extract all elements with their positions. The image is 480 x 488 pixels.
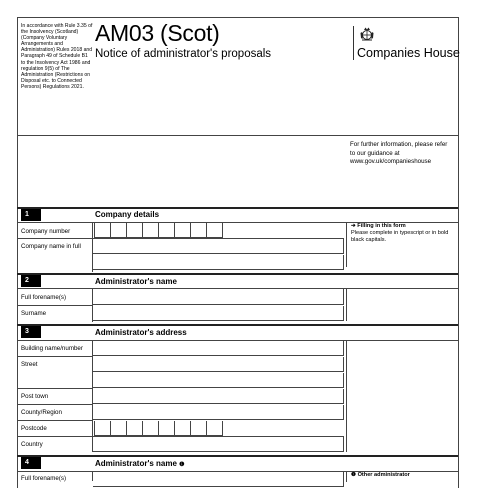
- street-label: Street: [21, 361, 38, 368]
- section-2-title: Administrator's name: [95, 277, 177, 286]
- street-input-line2[interactable]: [93, 373, 344, 388]
- company-name-input-line2[interactable]: [93, 255, 344, 270]
- county-input[interactable]: [93, 405, 344, 420]
- guidance-other-administrator: [346, 472, 456, 482]
- section-2-rule: [17, 273, 458, 275]
- company-name-input-line1[interactable]: [93, 239, 344, 254]
- full-forenames-label-4: Full forename(s): [21, 475, 67, 482]
- guidance-filling-form: [346, 223, 456, 267]
- section-1-number: 1: [21, 209, 41, 221]
- country-input[interactable]: [93, 437, 344, 452]
- post-town-input[interactable]: [93, 389, 344, 404]
- section-1-title: Company details: [95, 210, 160, 219]
- section-3-side-divider: [346, 340, 347, 452]
- section-4-title: Administrator's name ❶: [95, 459, 185, 468]
- row-line: [17, 388, 92, 389]
- form-title: Notice of administrator's proposals: [95, 48, 272, 60]
- street-input-line1[interactable]: [93, 357, 344, 372]
- guidance-title: ➔ Filling in this form: [351, 223, 406, 229]
- company-number-label: Company number: [21, 228, 71, 235]
- row-line: [17, 420, 92, 421]
- county-label: County/Region: [21, 409, 62, 416]
- surname-input[interactable]: [93, 306, 344, 321]
- logo-divider: [353, 26, 354, 60]
- section-3-number: 3: [21, 326, 41, 338]
- company-name-label: Company name in full: [21, 243, 81, 250]
- header-divider: [17, 135, 458, 136]
- section-1-rule: [17, 207, 458, 209]
- postcode-label: Postcode: [21, 425, 47, 432]
- section-4-number: 4: [21, 457, 41, 469]
- guidance-text: Please complete in typescript or in bold black capitals.: [351, 230, 449, 243]
- legal-note: In accordance with Rule 3.35 of the Insolvency (Scotland) (Company Voluntary Arrangements and Administration) Rules 2018 and Paragraph 49 of Schedule B1 to the Insolvency Act 1986 and regulation 9(5) of The Administration (Restrictions on Disposal etc. to Connected Persons) Regulations 2021.: [21, 23, 93, 90]
- country-label: Country: [21, 441, 43, 448]
- surname-label: Surname: [21, 310, 47, 317]
- section-3-title: Administrator's address: [95, 328, 187, 337]
- footnote-marker-icon: ❶: [179, 462, 185, 468]
- royal-crest-icon: [359, 26, 375, 42]
- row-line: [17, 404, 92, 405]
- brand-name: Companies House: [357, 46, 460, 60]
- row-line: [17, 305, 92, 306]
- further-info: For further information, please refer to our guidance at www.gov.uk/companieshouse: [350, 141, 448, 166]
- full-forenames-label: Full forename(s): [21, 294, 67, 301]
- section-2-number: 2: [21, 275, 41, 287]
- form-code: AM03 (Scot): [95, 20, 220, 46]
- forenames-input[interactable]: [93, 289, 344, 305]
- building-input[interactable]: [93, 341, 344, 356]
- section-4-rule: [17, 455, 458, 457]
- row-line: [17, 356, 92, 357]
- section-2-side-divider: [346, 288, 347, 321]
- guidance-title-4: ❶ Other administrator: [351, 472, 410, 478]
- building-label: Building name/number: [21, 345, 83, 352]
- post-town-label: Post town: [21, 393, 49, 400]
- section-3-rule: [17, 324, 458, 326]
